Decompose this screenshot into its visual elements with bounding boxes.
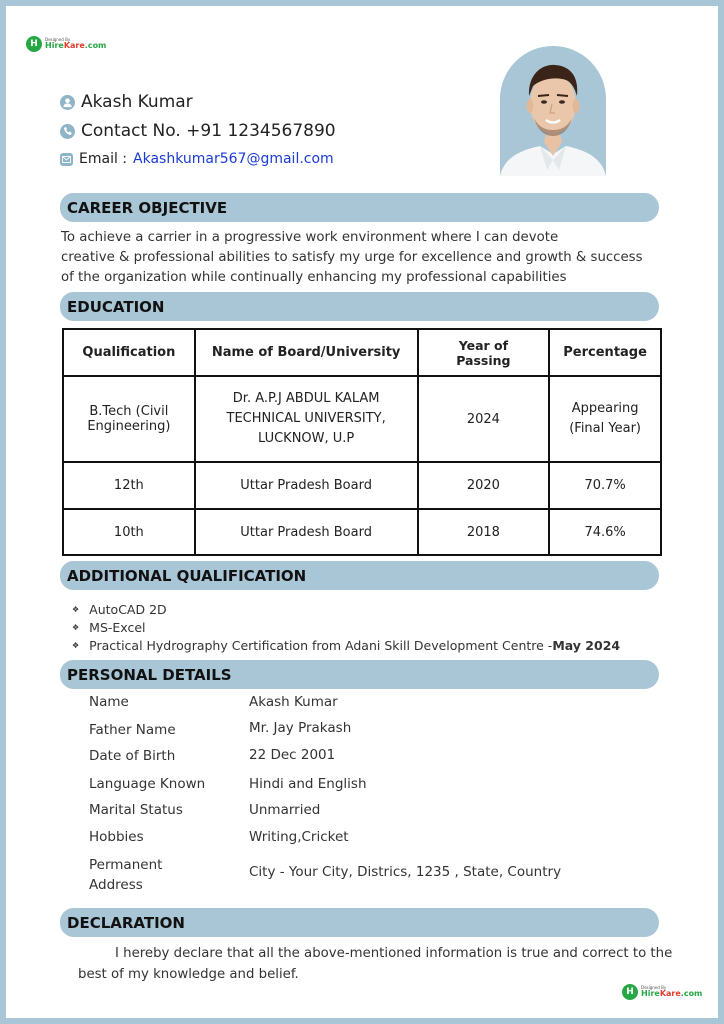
detail-value: Unmarried [249, 802, 321, 818]
table-row: 10th Uttar Pradesh Board 2018 74.6% [63, 509, 661, 555]
column-header: Percentage [549, 329, 661, 376]
brand-logo-footer: H Designed By HireKare.com [622, 984, 702, 1000]
list-item: ❖ Practical Hydrography Certification from Adani Skill Development Centre - May 2024 [72, 637, 621, 653]
detail-value: 22 Dec 2001 [249, 747, 336, 763]
email-row [60, 151, 334, 167]
declaration-heading: DECLARATION [60, 908, 659, 937]
user-icon [60, 95, 75, 110]
career-objective-heading: CAREER OBJECTIVE [60, 193, 659, 222]
designed-by-label: Designed By [45, 37, 71, 42]
resume-page [6, 6, 718, 1018]
brand-logo: H Designed By HireKare.com [26, 36, 106, 52]
column-header: Qualification [63, 329, 195, 376]
email-link[interactable]: Akashkumar567@gmail.com [133, 151, 334, 167]
personal-details-heading: PERSONAL DETAILS [60, 660, 659, 689]
career-objective-text: To achieve a carrier in a progressive work environment where I can devote creative & professional abilities to satisfy my urge for excellence and growth & success of the organization while continually enhancing my professional capabilities [61, 230, 643, 285]
detail-label: Permanent Address [89, 857, 163, 893]
logo-icon: H [26, 36, 42, 52]
diamond-bullet-icon: ❖ [72, 622, 80, 632]
phone-icon [60, 124, 75, 139]
contact-number: Contact No. +91 1234567890 [81, 121, 336, 141]
detail-value: City - Your City, Districs, 1235 , State, Country [249, 864, 562, 880]
education-heading: EDUCATION [60, 292, 659, 321]
detail-label: Date of Birth [89, 748, 176, 764]
table-row: 12th Uttar Pradesh Board 2020 70.7% [63, 462, 661, 509]
detail-label: Hobbies [89, 829, 144, 845]
candidate-name: Akash Kumar [81, 92, 193, 112]
detail-value: Akash Kumar [249, 694, 338, 710]
additional-qualification-heading: ADDITIONAL QUALIFICATION [60, 561, 659, 590]
profile-photo [500, 46, 606, 176]
list-item: ❖ MS-Excel [72, 619, 146, 635]
education-table [62, 328, 662, 556]
detail-label: Language Known [89, 776, 206, 792]
mail-icon [60, 153, 73, 166]
declaration-text: I hereby declare that all the above-mentioned information is true and correct to the best of my knowledge and belief. [78, 946, 673, 982]
detail-label: Marital Status [89, 802, 183, 818]
diamond-bullet-icon: ❖ [72, 604, 80, 614]
diamond-bullet-icon: ❖ [72, 640, 80, 650]
detail-value: Writing,Cricket [249, 829, 349, 845]
detail-value: Mr. Jay Prakash [249, 720, 352, 736]
additional-qualification-list [72, 600, 620, 654]
logo-icon: H [622, 984, 638, 1000]
column-header: Year of Passing [418, 329, 550, 376]
name-row [60, 92, 193, 112]
table-header-row [63, 329, 661, 376]
detail-label: Name [89, 694, 129, 710]
table-row: B.Tech (Civil Engineering) Dr. A.P.J ABDUL KALAM TECHNICAL UNIVERSITY, LUCKNOW, U.P 2024 Appearing (Final Year) [63, 376, 661, 462]
email-label: Email : [79, 151, 128, 167]
detail-value: Hindi and English [249, 776, 367, 792]
list-item: ❖ AutoCAD 2D [72, 601, 167, 617]
contact-row [60, 121, 336, 141]
detail-label: Father Name [89, 722, 176, 738]
column-header: Name of Board/University [195, 329, 418, 376]
